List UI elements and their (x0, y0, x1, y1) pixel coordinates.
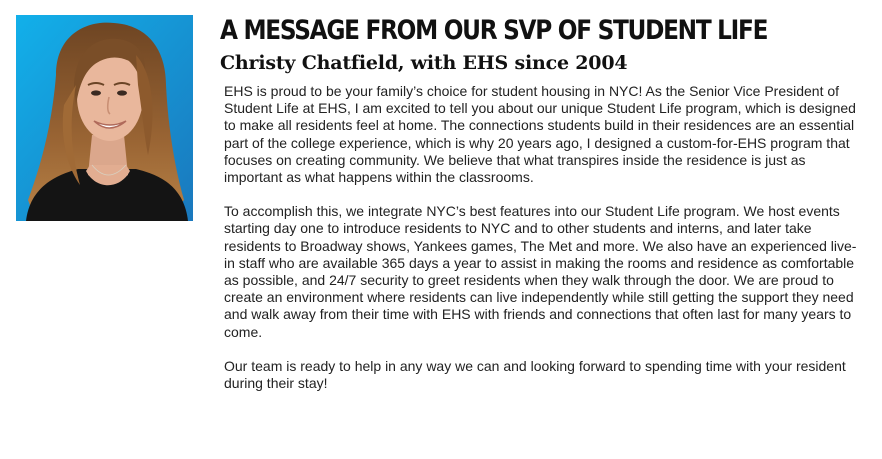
message-paragraph-2: To accomplish this, we integrate NYC’s best features into our Student Life program. We host events starting day one to introduce residents to NYC and to other students and interns, and later take residents to Broadway shows, Yankees games, The Met and more. We also have an experienced live-in staff who are available 365 days a year to assist in making the rooms and residence as comfortable as possible, and 24/7 security to greet residents when they walk through the door. We are proud to create an environment where residents can live independently while still getting the support they need and walk away from their time with EHS with friends and connections that often last for many years to come. (224, 203, 857, 340)
message-content (220, 14, 865, 392)
message-paragraph-3: Our team is ready to help in any way we can and looking forward to spending time with your resident during their stay! (224, 357, 846, 392)
author-byline: Christy Chatfield, with EHS since 2004 (220, 52, 628, 74)
svp-portrait-photo (16, 15, 193, 221)
message-paragraph-1: EHS is proud to be your family’s choice for student housing in NYC! As the Senior Vice President of Student Life at EHS, I am excited to tell you about our unique Student Life program, which is designed to make all residents feel at home. The connections students build in their residences are an essential part of the college experience, which is why 20 years ago, I designed a custom-for-EHS program that focuses on creating community. We believe that what transpires inside the residence is just as important as what happens within the classrooms. (224, 83, 856, 186)
portrait-illustration (16, 15, 193, 221)
page-title: A MESSAGE FROM OUR SVP OF STUDENT LIFE (220, 15, 768, 46)
